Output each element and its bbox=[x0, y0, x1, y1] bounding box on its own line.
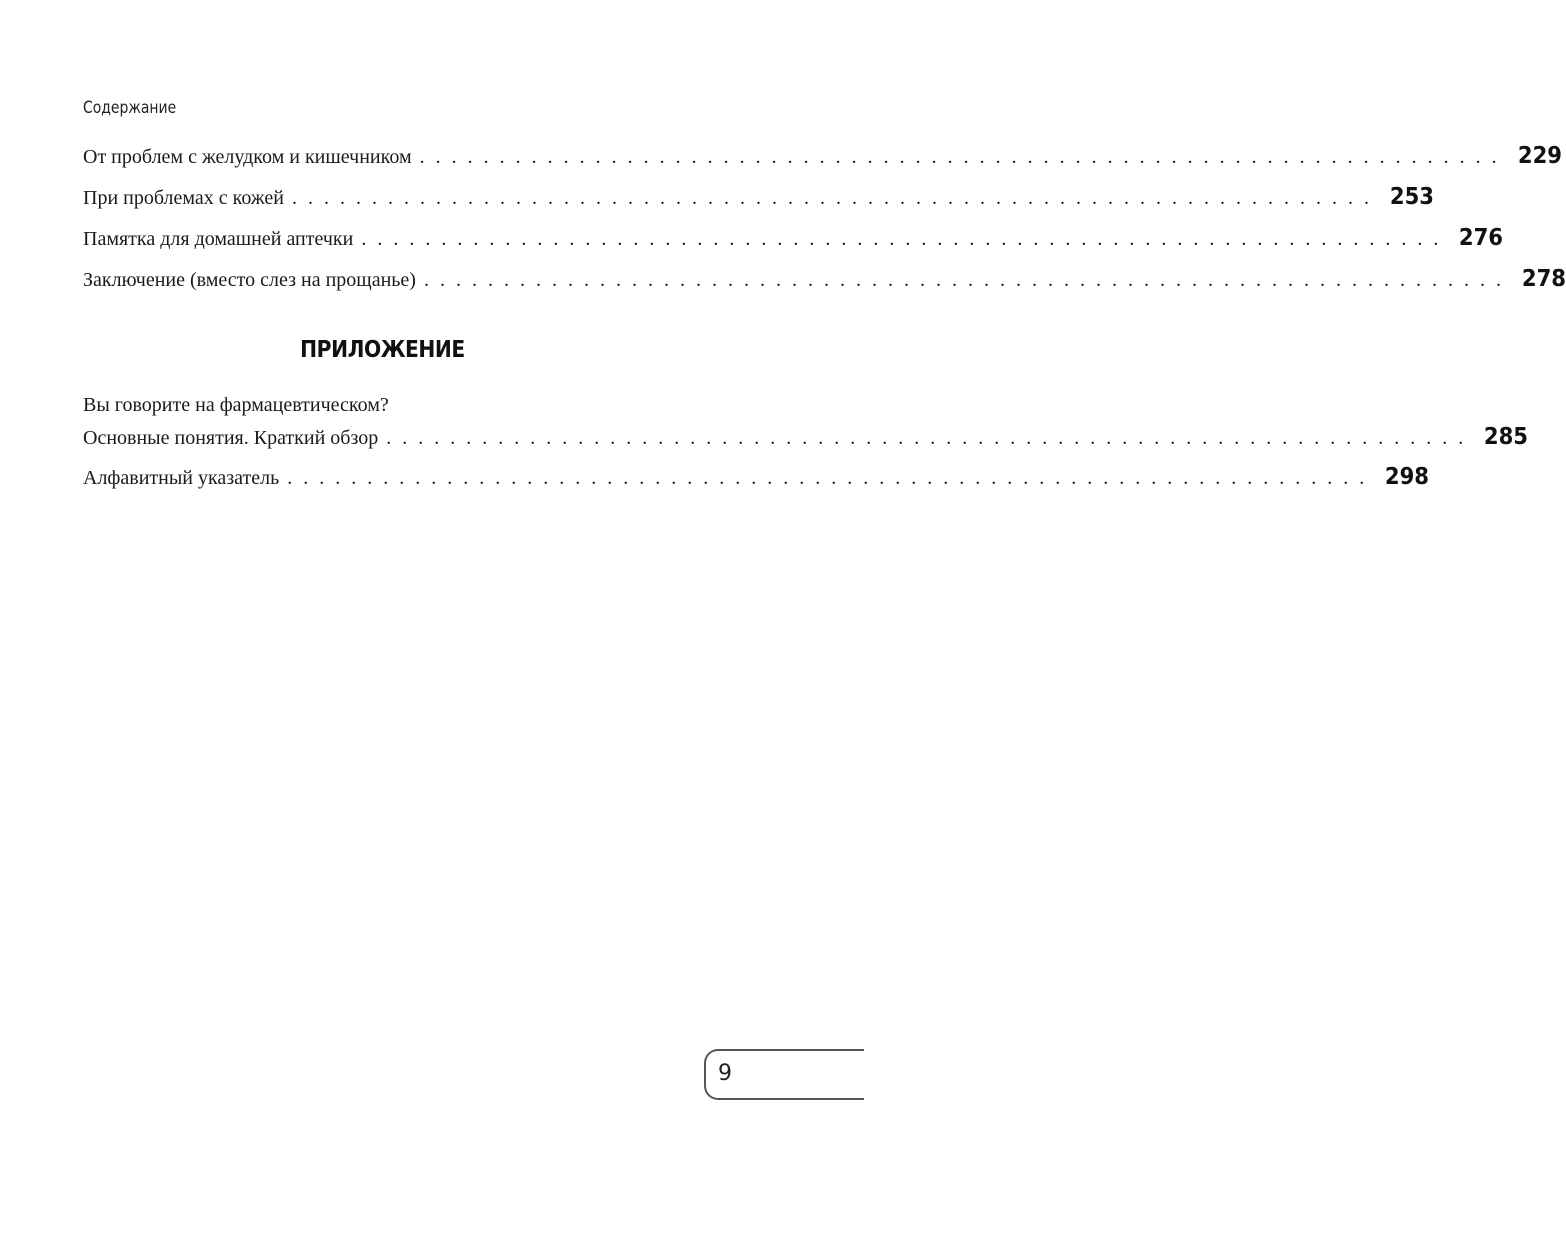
toc-entry bbox=[83, 264, 1566, 305]
dot-leader: .................................................................... bbox=[423, 269, 1512, 291]
toc-entry-title: Алфавитный указатель bbox=[83, 467, 280, 489]
running-head: Содержание bbox=[83, 98, 177, 118]
toc-entry-title: При проблемах с кожей bbox=[83, 187, 284, 209]
page-number-tab bbox=[704, 1049, 864, 1100]
dot-leader: .................................................................... bbox=[287, 467, 1376, 489]
toc-entry bbox=[83, 223, 1504, 264]
toc-entry bbox=[83, 141, 1562, 182]
toc-entry-page: 229 bbox=[1517, 143, 1562, 169]
dot-leader: .................................................................... bbox=[292, 187, 1380, 209]
toc-entry-page: 253 bbox=[1389, 184, 1435, 210]
toc-entry-title: Заключение (вместо слез на прощанье) bbox=[83, 269, 416, 291]
dot-leader: .................................................................... bbox=[386, 427, 1475, 449]
toc-entry-title-line1: Вы говорите на фармацевтическом? bbox=[83, 394, 389, 416]
toc-entry bbox=[83, 390, 1529, 462]
toc-appendix bbox=[83, 390, 1529, 503]
page-number: 9 bbox=[718, 1061, 732, 1086]
toc-entry-title-line2: Основные понятия. Краткий обзор bbox=[83, 427, 379, 449]
toc-main bbox=[83, 141, 1566, 305]
toc-entry-title: От проблем с желудком и кишечником bbox=[83, 146, 412, 168]
toc-entry-title: Памятка для домашней аптечки bbox=[83, 228, 354, 250]
toc-entry-page: 278 bbox=[1521, 266, 1566, 292]
dot-leader: .................................................................... bbox=[419, 146, 1508, 168]
toc-entry-page: 285 bbox=[1484, 424, 1529, 450]
section-heading: ПРИЛОЖЕНИЕ bbox=[300, 337, 465, 363]
toc-entry bbox=[83, 182, 1435, 223]
toc-entry-page: 298 bbox=[1385, 464, 1430, 490]
dot-leader: .................................................................... bbox=[361, 228, 1450, 250]
toc-entry bbox=[83, 462, 1430, 503]
toc-entry-page: 276 bbox=[1459, 225, 1504, 251]
